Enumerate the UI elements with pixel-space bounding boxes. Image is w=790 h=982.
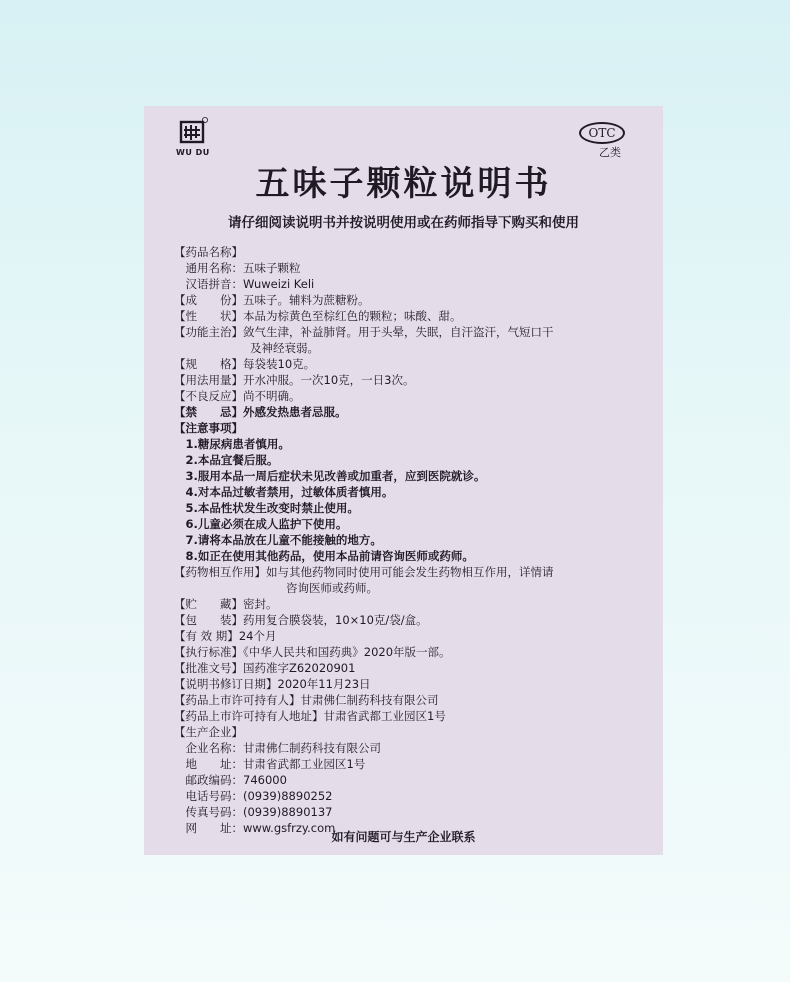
leaflet-row <box>174 452 644 468</box>
row-value: (0939)8890137 <box>243 805 333 819</box>
logo-text: WU DU <box>176 148 210 157</box>
row-value: (0939)8890252 <box>243 789 333 803</box>
row-label: 【成 份】 <box>174 293 243 307</box>
row-value: 开水冲服。一次10克，一日3次。 <box>243 373 415 387</box>
leaflet-row <box>174 404 644 420</box>
leaflet-row <box>174 660 644 676</box>
leaflet-row <box>174 308 644 324</box>
document-subtitle: 请仔细阅读说明书并按说明使用或在药师指导下购买和使用 <box>228 215 579 231</box>
leaflet-row <box>174 356 644 372</box>
leaflet-row <box>174 388 644 404</box>
row-label: 【性 状】 <box>174 309 243 323</box>
leaflet-body <box>174 244 644 836</box>
row-label: 6. <box>174 517 198 531</box>
leaflet-row <box>174 724 644 740</box>
leaflet-row <box>174 548 644 564</box>
row-value: 甘肃省武都工业园区1号 <box>323 709 446 723</box>
row-label: 3. <box>174 469 198 483</box>
row-label: 传真号码： <box>174 805 243 819</box>
row-value: 请将本品放在儿童不能接触的地方。 <box>197 533 382 547</box>
row-label: 7. <box>174 533 198 547</box>
leaflet-row <box>174 532 644 548</box>
leaflet-row <box>174 420 644 436</box>
row-label: 【禁 忌】 <box>174 405 243 419</box>
row-label: 邮政编码： <box>174 773 243 787</box>
row-value: 本品性状发生改变时禁止使用。 <box>197 501 359 515</box>
row-value: 《中华人民共和国药典》2020年版一部。 <box>243 645 451 659</box>
row-label: 【药品名称】 <box>174 245 243 259</box>
leaflet-row <box>174 788 644 804</box>
row-label: 【包 装】 <box>174 613 243 627</box>
row-value: 服用本品一周后症状未见改善或加重者，应到医院就诊。 <box>197 469 486 483</box>
row-label: 【不良反应】 <box>174 389 243 403</box>
row-label: 【注意事项】 <box>174 421 243 435</box>
leaflet-paper <box>144 106 663 855</box>
row-label: 网 址： <box>174 821 243 835</box>
row-label: 【药物相互作用】 <box>174 565 266 579</box>
leaflet-row <box>174 644 644 660</box>
row-label: 【药品上市许可持有人地址】 <box>174 709 324 723</box>
row-label: 8. <box>174 549 198 563</box>
row-value: 药用复合膜袋装，10×10克/袋/盒。 <box>243 613 428 627</box>
row-value: 对本品过敏者禁用，过敏体质者慎用。 <box>197 485 394 499</box>
leaflet-row <box>174 292 644 308</box>
row-value: 糖尿病患者慎用。 <box>197 437 290 451</box>
row-value: 甘肃省武都工业园区1号 <box>243 757 366 771</box>
leaflet-row <box>174 756 644 772</box>
row-label: 【功能主治】 <box>174 325 243 339</box>
row-label: 【用法用量】 <box>174 373 243 387</box>
row-label: 地 址： <box>174 757 243 771</box>
row-value: 本品宜餐后服。 <box>197 453 279 467</box>
row-value: 国药准字Z62020901 <box>243 661 356 675</box>
row-label: 【执行标准】 <box>174 645 243 659</box>
leaflet-row <box>174 500 644 516</box>
row-label: 电话号码： <box>174 789 243 803</box>
row-value: 本品为棕黄色至棕红色的颗粒；味酸、甜。 <box>243 309 462 323</box>
row-value: 甘肃佛仁制药科技有限公司 <box>243 741 381 755</box>
leaflet-row <box>174 468 644 484</box>
row-label: 【说明书修订日期】 <box>174 677 278 691</box>
row-label: 【药品上市许可持有人】 <box>174 693 301 707</box>
leaflet-row <box>174 564 644 596</box>
otc-class-label: 乙类 <box>599 146 621 159</box>
leaflet-row <box>174 628 644 644</box>
row-label: 2. <box>174 453 198 467</box>
document-title: 五味子颗粒说明书 <box>255 164 552 204</box>
otc-badge: OTC <box>579 122 625 144</box>
row-label: 【批准文号】 <box>174 661 243 675</box>
leaflet-row <box>174 612 644 628</box>
row-value: 尚不明确。 <box>243 389 301 403</box>
row-value-continuation: 咨询医师或药师。 <box>286 581 378 595</box>
row-label: 【有 效 期】 <box>174 629 239 643</box>
row-value: 如与其他药物同时使用可能会发生药物相互作用，详情请 <box>266 565 554 579</box>
leaflet-row <box>174 516 644 532</box>
row-value: 密封。 <box>243 597 278 611</box>
row-label: 【规 格】 <box>174 357 243 371</box>
row-value: 746000 <box>243 773 287 787</box>
leaflet-row <box>174 692 644 708</box>
row-value: 外感发热患者忌服。 <box>243 405 347 419</box>
footer-note: 如有问题可与生产企业联系 <box>331 830 476 844</box>
leaflet-row <box>174 772 644 788</box>
row-value: 儿童必须在成人监护下使用。 <box>197 517 348 531</box>
row-label: 企业名称： <box>174 741 243 755</box>
leaflet-row <box>174 676 644 692</box>
row-value: 2020年11月23日 <box>277 677 371 691</box>
leaflet-row <box>174 484 644 500</box>
row-value: 甘肃佛仁制药科技有限公司 <box>300 693 439 707</box>
leaflet-row <box>174 804 644 820</box>
row-value: 每袋装10克。 <box>243 357 316 371</box>
row-label: 【贮 藏】 <box>174 597 243 611</box>
leaflet-row <box>174 708 644 724</box>
row-value: 五味子颗粒 <box>243 261 301 275</box>
leaflet-row <box>174 244 644 260</box>
leaflet-row <box>174 372 644 388</box>
row-label: 通用名称： <box>174 261 243 275</box>
leaflet-row <box>174 596 644 612</box>
row-label: 4. <box>174 485 198 499</box>
row-value: 五味子。辅料为蔗糖粉。 <box>243 293 370 307</box>
leaflet-row <box>174 260 644 276</box>
row-label: 【生产企业】 <box>174 725 243 739</box>
row-value: 敛气生津，补益肺肾。用于头晕，失眠，自汗盗汗，气短口干 <box>243 325 554 339</box>
leaflet-row <box>174 740 644 756</box>
row-value: Wuweizi Keli <box>243 277 315 291</box>
wudu-logo-icon <box>178 116 208 146</box>
leaflet-row <box>174 276 644 292</box>
row-label: 1. <box>174 437 198 451</box>
row-value: 如正在使用其他药品，使用本品前请咨询医师或药师。 <box>197 549 474 563</box>
row-value: www.gsfrzy.com <box>243 821 336 835</box>
row-value: 24个月 <box>238 629 277 643</box>
row-label: 5. <box>174 501 198 515</box>
leaflet-row <box>174 436 644 452</box>
row-value-continuation: 及神经衰弱。 <box>250 341 319 355</box>
row-label: 汉语拼音： <box>174 277 243 291</box>
leaflet-row <box>174 324 644 356</box>
